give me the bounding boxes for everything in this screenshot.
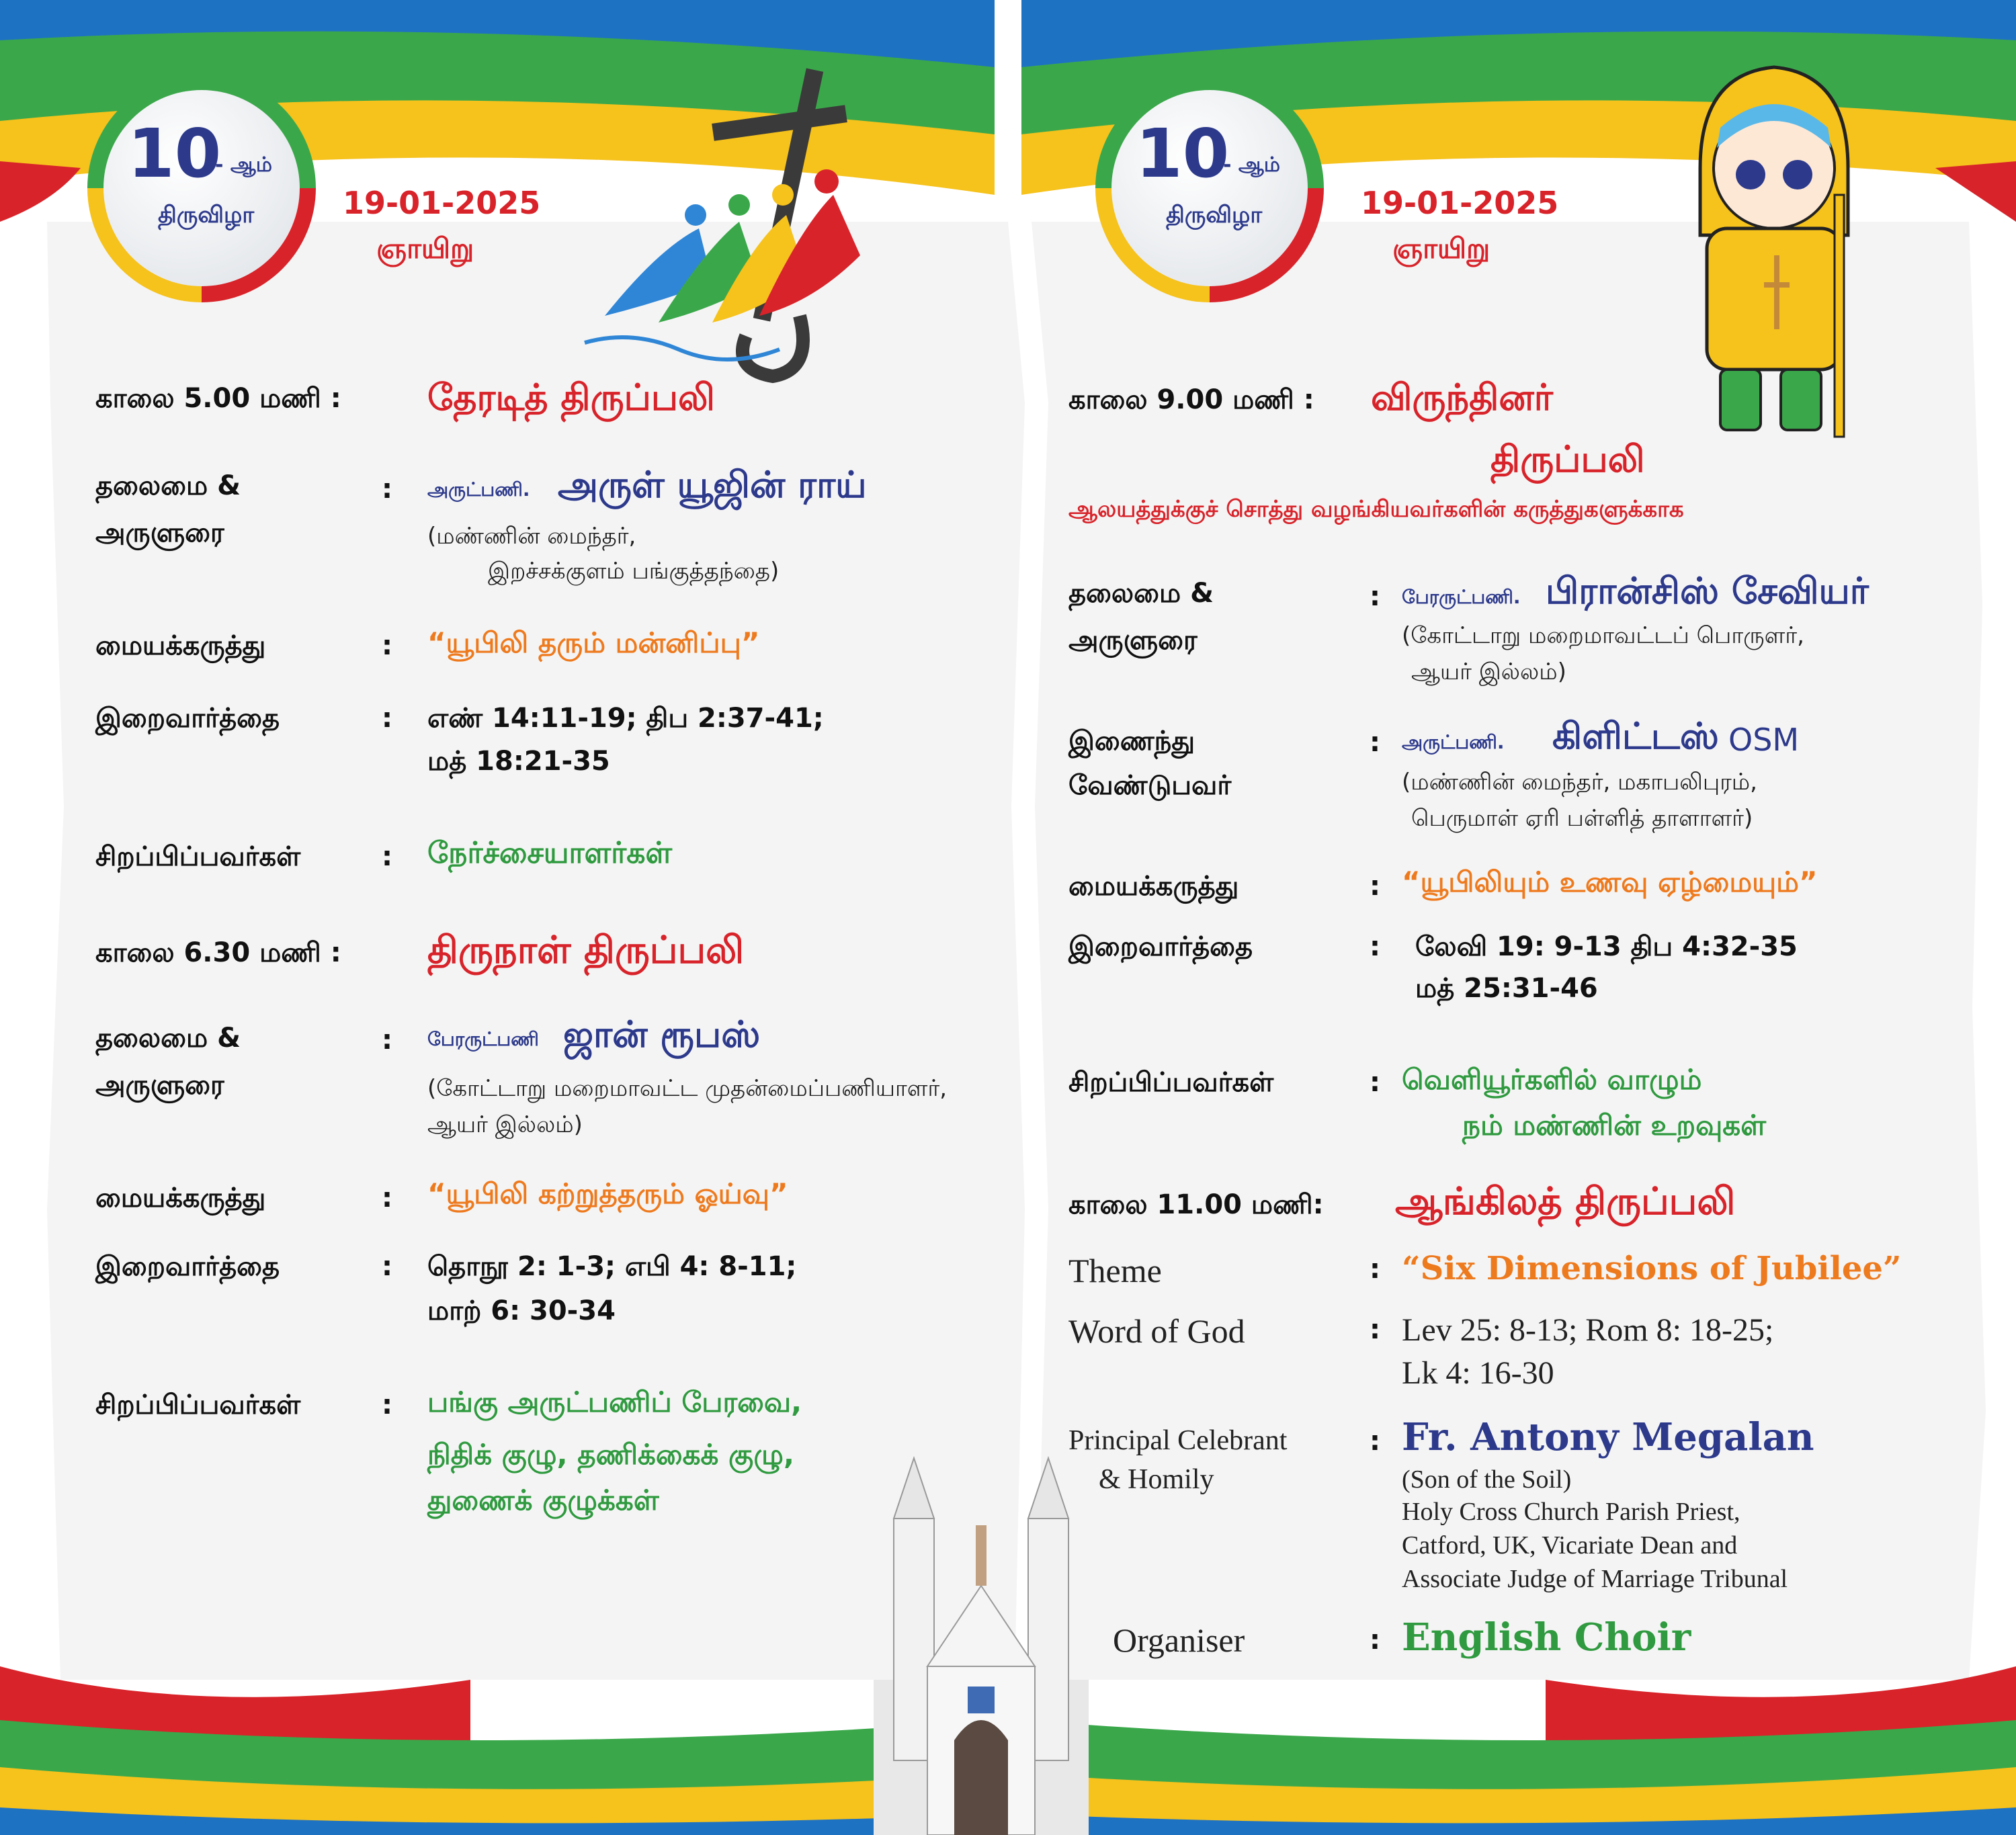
mass3-co-label-2: வேண்டுபவர் bbox=[1068, 770, 1232, 801]
mass2-special-2: நிதிக் குழு, தணிக்கைக் குழு, bbox=[427, 1438, 794, 1471]
mass1-lead-label-2: அருளுரை bbox=[95, 517, 224, 548]
mass4-celebrant-note-2: Holy Cross Church Parish Priest, bbox=[1402, 1498, 1740, 1526]
mass2-lead-name: ஜான் ரூபஸ் bbox=[563, 1013, 761, 1056]
colon: : bbox=[1370, 1067, 1380, 1098]
mass3-co-label-1: இணைந்து bbox=[1068, 726, 1195, 757]
colon: : bbox=[382, 474, 392, 505]
mass4-celebrant-name: Fr. Antony Megalan bbox=[1402, 1415, 1814, 1459]
mass4-word-label: Word of God bbox=[1068, 1312, 1245, 1350]
colon: : bbox=[1370, 581, 1380, 612]
colon: : bbox=[382, 703, 392, 734]
mass1-theme-label: மையக்கருத்து bbox=[95, 630, 266, 661]
mass3-co-prefix: அருட்பணி. bbox=[1402, 731, 1505, 753]
mass1-lead-prefix: அருட்பணி. bbox=[427, 478, 530, 501]
colon: : bbox=[1370, 1426, 1380, 1457]
mass1-time: காலை 5.00 மணி : bbox=[95, 383, 341, 414]
mass3-co-name: கிளிட்டஸ் bbox=[1552, 715, 1719, 757]
anniversary-badge-right bbox=[1095, 74, 1324, 302]
mass2-lead-note-2: ஆயர் இல்லம்) bbox=[427, 1111, 583, 1138]
jubilee-mascot-icon bbox=[1673, 60, 1875, 450]
mass4-celebrant-note-3: Catford, UK, Vicariate Dean and bbox=[1402, 1531, 1738, 1560]
church-illustration bbox=[853, 1451, 1109, 1835]
mass3-special-label: சிறப்பிப்பவர்கள் bbox=[1068, 1067, 1274, 1098]
mass2-word-1: தொநூ 2: 1-3; எபி 4: 8-11; bbox=[427, 1251, 797, 1282]
mass3-lead-note-1: (கோட்டாறு மறைமாவட்டப் பொருளர், bbox=[1402, 622, 1804, 649]
mass3-word-label: இறைவார்த்தை bbox=[1068, 931, 1253, 962]
mass2-special-label: சிறப்பிப்பவர்கள் bbox=[95, 1390, 301, 1420]
anniversary-badge-left bbox=[87, 74, 316, 302]
colon: : bbox=[1370, 1625, 1380, 1656]
mass1-lead-note-1: (மண்ணின் மைந்தர், bbox=[427, 523, 636, 550]
mass1-word-1: எண் 14:11-19; திப 2:37-41; bbox=[427, 703, 824, 734]
mass4-celebrant-label-2: & Homily bbox=[1099, 1464, 1214, 1495]
colon: : bbox=[382, 1025, 392, 1056]
mass3-title-1: விருந்தினர் bbox=[1371, 376, 1553, 419]
mass4-celebrant-note-4: Associate Judge of Marriage Tribunal bbox=[1402, 1565, 1788, 1593]
colon: : bbox=[382, 630, 392, 661]
mass2-time: காலை 6.30 மணி : bbox=[95, 937, 341, 968]
mass1-lead-note-2: இறச்சக்குளம் பங்குத்தந்தை) bbox=[488, 558, 780, 585]
mass3-lead-name: பிரான்சிஸ் சேவியர் bbox=[1546, 570, 1870, 612]
mass3-lead-note-2: ஆயர் இல்லம்) bbox=[1411, 658, 1566, 685]
mass1-word-label: இறைவார்த்தை bbox=[95, 703, 280, 734]
badge-number: 10 bbox=[128, 114, 222, 193]
mass3-theme-label: மையக்கருத்து bbox=[1068, 871, 1239, 902]
mass3-word-1: லேவி 19: 9-13 திப 4:32-35 bbox=[1415, 931, 1798, 962]
colon: : bbox=[382, 1183, 392, 1213]
colon: : bbox=[382, 841, 392, 872]
mass2-lead-label-1: தலைமை & bbox=[95, 1023, 241, 1054]
mass3-title-2: திருப்பலி bbox=[1490, 438, 1645, 480]
colon: : bbox=[1370, 1314, 1380, 1345]
mass3-lead-label-2: அருளுரை bbox=[1068, 625, 1198, 656]
mass2-word-label: இறைவார்த்தை bbox=[95, 1251, 280, 1282]
mass3-co-suffix: OSM bbox=[1728, 722, 1800, 758]
colon: : bbox=[1370, 871, 1380, 902]
mass3-co-note-1: (மண்ணின் மைந்தர், மகாபலிபுரம், bbox=[1402, 769, 1757, 796]
mass3-intent: ஆலயத்துக்குச் சொத்து வழங்கியவர்களின் கருத்துகளுக்காக bbox=[1068, 496, 1684, 523]
mass2-theme-label: மையக்கருத்து bbox=[95, 1183, 266, 1213]
mass1-special: நேர்ச்சையாளர்கள் bbox=[427, 836, 673, 870]
mass2-word-2: மாற் 6: 30-34 bbox=[427, 1295, 616, 1326]
mass4-word-1: Lev 25: 8-13; Rom 8: 18-25; bbox=[1402, 1312, 1774, 1348]
mass2-lead-note-1: (கோட்டாறு மறைமாவட்ட முதன்மைப்பணியாளர், bbox=[427, 1075, 948, 1102]
mass2-special-3: துணைக் குழுக்கள் bbox=[427, 1484, 659, 1517]
mass1-theme: “யூபிலி தரும் மன்னிப்பு” bbox=[427, 626, 760, 659]
mass1-title: தேரடித் திருப்பலி bbox=[427, 376, 716, 419]
mass2-theme: “யூபிலி கற்றுத்தரும் ஓய்வு” bbox=[427, 1177, 788, 1210]
colon: : bbox=[382, 1390, 392, 1420]
mass2-title: திருநாள் திருப்பலி bbox=[427, 929, 745, 972]
mass2-special-1: பங்கு அருட்பணிப் பேரவை, bbox=[427, 1385, 802, 1418]
mass3-time: காலை 9.00 மணி : bbox=[1068, 384, 1314, 415]
colon: : bbox=[1370, 727, 1380, 758]
mass1-lead-label-1: தலைமை & bbox=[95, 470, 241, 501]
badge-number: 10 bbox=[1136, 114, 1230, 193]
date-left: 19-01-2025 bbox=[343, 185, 541, 221]
mass2-lead-label-2: அருளுரை bbox=[95, 1070, 224, 1101]
mass1-lead-name: அருள் யூஜின் ராய் bbox=[558, 464, 867, 506]
mass3-lead-prefix: பேரருட்பணி. bbox=[1402, 586, 1521, 608]
mass3-theme: “யூபிலியும் உணவு ஏழ்மையும்” bbox=[1402, 865, 1818, 898]
mass4-organiser: English Choir bbox=[1402, 1615, 1691, 1660]
mass4-time: காலை 11.00 மணி: bbox=[1068, 1189, 1324, 1220]
mass3-lead-label-1: தலைமை & bbox=[1068, 578, 1214, 609]
mass1-special-label: சிறப்பிப்பவர்கள் bbox=[95, 841, 301, 872]
badge-caption: திருவிழா bbox=[1166, 202, 1263, 228]
badge-caption: திருவிழா bbox=[158, 202, 255, 228]
mass4-title: ஆங்கிலத் திருப்பலி bbox=[1395, 1180, 1736, 1224]
mass1-word-2: மத் 18:21-35 bbox=[427, 746, 610, 777]
mass3-word-2: மத் 25:31-46 bbox=[1415, 973, 1598, 1004]
mass4-word-2: Lk 4: 16-30 bbox=[1402, 1355, 1554, 1391]
colon: : bbox=[1370, 931, 1380, 962]
mass4-theme-label: Theme bbox=[1068, 1252, 1162, 1289]
badge-suffix: - ஆம் bbox=[1223, 153, 1280, 177]
mass3-special-2: நம் மண்ணின் உறவுகள் bbox=[1462, 1109, 1767, 1142]
colon: : bbox=[382, 1251, 392, 1282]
colon: : bbox=[1370, 1254, 1380, 1285]
badge-suffix: - ஆம் bbox=[215, 153, 272, 177]
date-right: 19-01-2025 bbox=[1361, 185, 1559, 221]
mass4-theme: “Six Dimensions of Jubilee” bbox=[1402, 1250, 1902, 1287]
mass3-co-note-2: பெருமாள் ஏரி பள்ளித் தாளாளர்) bbox=[1411, 805, 1753, 832]
mass4-celebrant-label-1: Principal Celebrant bbox=[1068, 1425, 1288, 1456]
mass4-organiser-label: Organiser bbox=[1113, 1621, 1245, 1659]
day-right: ஞாயிறு bbox=[1392, 232, 1490, 265]
mass4-celebrant-note-1: (Son of the Soil) bbox=[1402, 1465, 1572, 1494]
mass2-lead-prefix: பேரருட்பணி bbox=[427, 1028, 539, 1050]
jubilee-logo-icon bbox=[578, 60, 927, 396]
day-left: ஞாயிறு bbox=[376, 232, 474, 265]
mass3-special-1: வெளியூர்களில் வாழும் bbox=[1402, 1063, 1702, 1096]
